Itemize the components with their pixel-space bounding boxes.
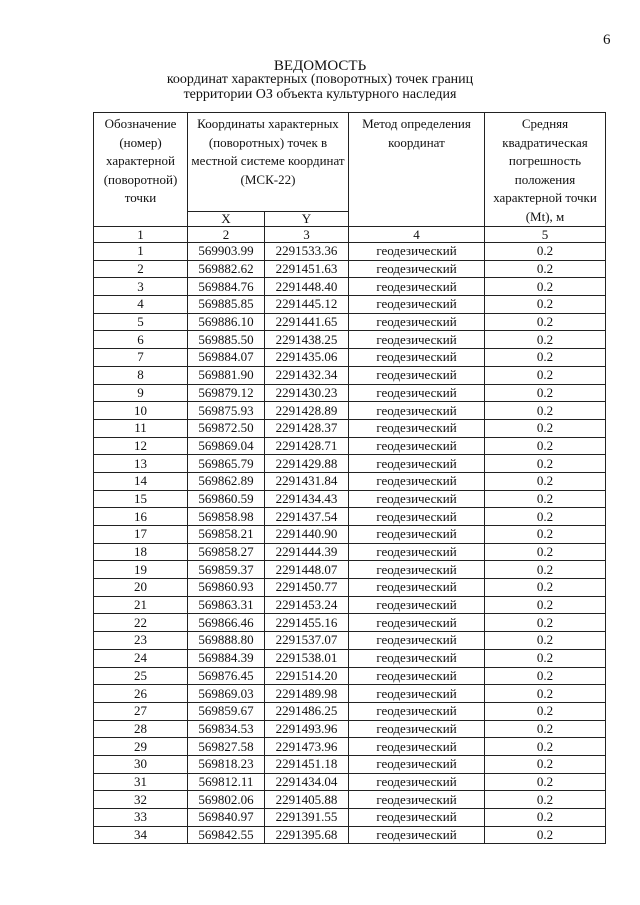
table-row bbox=[94, 419, 606, 437]
point-number-cell: 8 bbox=[94, 366, 188, 384]
table-row bbox=[94, 543, 606, 561]
point-number-cell: 9 bbox=[94, 384, 188, 402]
y-coordinate-cell: 2291437.54 bbox=[265, 508, 349, 526]
method-cell: геодезический bbox=[349, 313, 485, 331]
x-coordinate-cell: 569882.62 bbox=[188, 260, 265, 278]
y-coordinate-cell: 2291440.90 bbox=[265, 526, 349, 544]
x-coordinate-cell: 569863.31 bbox=[188, 596, 265, 614]
point-number-cell: 23 bbox=[94, 632, 188, 650]
table-row bbox=[94, 791, 606, 809]
error-cell: 0.2 bbox=[485, 809, 606, 827]
method-cell: геодезический bbox=[349, 366, 485, 384]
header-point-designation: Обозначение (номер) характерной (поворотной) точки bbox=[94, 113, 188, 227]
table-row bbox=[94, 243, 606, 261]
error-cell: 0.2 bbox=[485, 260, 606, 278]
x-coordinate-cell: 569802.06 bbox=[188, 791, 265, 809]
y-coordinate-cell: 2291451.63 bbox=[265, 260, 349, 278]
error-cell: 0.2 bbox=[485, 419, 606, 437]
y-coordinate-cell: 2291428.89 bbox=[265, 402, 349, 420]
x-coordinate-cell: 569885.85 bbox=[188, 296, 265, 314]
method-cell: геодезический bbox=[349, 773, 485, 791]
y-coordinate-cell: 2291431.84 bbox=[265, 472, 349, 490]
error-cell: 0.2 bbox=[485, 561, 606, 579]
method-cell: геодезический bbox=[349, 260, 485, 278]
table-row bbox=[94, 755, 606, 773]
x-coordinate-cell: 569865.79 bbox=[188, 455, 265, 473]
method-cell: геодезический bbox=[349, 243, 485, 261]
error-cell: 0.2 bbox=[485, 366, 606, 384]
table-row bbox=[94, 366, 606, 384]
method-cell: геодезический bbox=[349, 720, 485, 738]
y-coordinate-cell: 2291473.96 bbox=[265, 738, 349, 756]
method-cell: геодезический bbox=[349, 543, 485, 561]
y-coordinate-cell: 2291537.07 bbox=[265, 632, 349, 650]
error-cell: 0.2 bbox=[485, 791, 606, 809]
point-number-cell: 6 bbox=[94, 331, 188, 349]
y-coordinate-cell: 2291444.39 bbox=[265, 543, 349, 561]
method-cell: геодезический bbox=[349, 632, 485, 650]
x-coordinate-cell: 569859.37 bbox=[188, 561, 265, 579]
point-number-cell: 1 bbox=[94, 243, 188, 261]
point-number-cell: 18 bbox=[94, 543, 188, 561]
method-cell: геодезический bbox=[349, 472, 485, 490]
error-cell: 0.2 bbox=[485, 508, 606, 526]
x-coordinate-cell: 569818.23 bbox=[188, 755, 265, 773]
point-number-cell: 24 bbox=[94, 649, 188, 667]
point-number-cell: 4 bbox=[94, 296, 188, 314]
x-coordinate-cell: 569869.04 bbox=[188, 437, 265, 455]
point-number-cell: 32 bbox=[94, 791, 188, 809]
error-cell: 0.2 bbox=[485, 526, 606, 544]
x-coordinate-cell: 569886.10 bbox=[188, 313, 265, 331]
point-number-cell: 3 bbox=[94, 278, 188, 296]
y-coordinate-cell: 2291450.77 bbox=[265, 579, 349, 597]
error-cell: 0.2 bbox=[485, 826, 606, 844]
table-row bbox=[94, 437, 606, 455]
point-number-cell: 33 bbox=[94, 809, 188, 827]
table-row bbox=[94, 685, 606, 703]
x-coordinate-cell: 569903.99 bbox=[188, 243, 265, 261]
point-number-cell: 14 bbox=[94, 472, 188, 490]
table-row bbox=[94, 809, 606, 827]
x-coordinate-cell: 569842.55 bbox=[188, 826, 265, 844]
point-number-cell: 17 bbox=[94, 526, 188, 544]
y-coordinate-cell: 2291405.88 bbox=[265, 791, 349, 809]
x-coordinate-cell: 569827.58 bbox=[188, 738, 265, 756]
y-coordinate-cell: 2291429.88 bbox=[265, 455, 349, 473]
x-coordinate-cell: 569840.97 bbox=[188, 809, 265, 827]
x-coordinate-cell: 569860.59 bbox=[188, 490, 265, 508]
document-subtitle-line1: координат характерных (поворотных) точек границ bbox=[166, 72, 474, 87]
error-cell: 0.2 bbox=[485, 278, 606, 296]
method-cell: геодезический bbox=[349, 755, 485, 773]
x-coordinate-cell: 569875.93 bbox=[188, 402, 265, 420]
y-coordinate-cell: 2291486.25 bbox=[265, 702, 349, 720]
y-coordinate-cell: 2291448.40 bbox=[265, 278, 349, 296]
error-cell: 0.2 bbox=[485, 649, 606, 667]
error-cell: 0.2 bbox=[485, 579, 606, 597]
y-coordinate-cell: 2291455.16 bbox=[265, 614, 349, 632]
coordinates-table bbox=[93, 112, 606, 844]
table-row bbox=[94, 402, 606, 420]
table-row bbox=[94, 579, 606, 597]
x-coordinate-cell: 569884.76 bbox=[188, 278, 265, 296]
table-row bbox=[94, 313, 606, 331]
y-coordinate-cell: 2291438.25 bbox=[265, 331, 349, 349]
y-coordinate-cell: 2291489.98 bbox=[265, 685, 349, 703]
point-number-cell: 16 bbox=[94, 508, 188, 526]
method-cell: геодезический bbox=[349, 296, 485, 314]
method-cell: геодезический bbox=[349, 490, 485, 508]
method-cell: геодезический bbox=[349, 508, 485, 526]
error-cell: 0.2 bbox=[485, 596, 606, 614]
table-row bbox=[94, 720, 606, 738]
x-coordinate-cell: 569885.50 bbox=[188, 331, 265, 349]
method-cell: геодезический bbox=[349, 419, 485, 437]
y-coordinate-cell: 2291448.07 bbox=[265, 561, 349, 579]
table-row bbox=[94, 296, 606, 314]
point-number-cell: 29 bbox=[94, 738, 188, 756]
point-number-cell: 27 bbox=[94, 702, 188, 720]
method-cell: геодезический bbox=[349, 437, 485, 455]
method-cell: геодезический bbox=[349, 614, 485, 632]
point-number-cell: 2 bbox=[94, 260, 188, 278]
x-coordinate-cell: 569884.07 bbox=[188, 349, 265, 367]
column-number: 4 bbox=[349, 227, 485, 243]
table-row bbox=[94, 667, 606, 685]
error-cell: 0.2 bbox=[485, 402, 606, 420]
point-number-cell: 10 bbox=[94, 402, 188, 420]
y-coordinate-cell: 2291533.36 bbox=[265, 243, 349, 261]
method-cell: геодезический bbox=[349, 791, 485, 809]
y-coordinate-cell: 2291432.34 bbox=[265, 366, 349, 384]
table-row bbox=[94, 596, 606, 614]
header-x: X bbox=[188, 212, 265, 227]
error-cell: 0.2 bbox=[485, 632, 606, 650]
point-number-cell: 12 bbox=[94, 437, 188, 455]
error-cell: 0.2 bbox=[485, 755, 606, 773]
error-cell: 0.2 bbox=[485, 472, 606, 490]
point-number-cell: 22 bbox=[94, 614, 188, 632]
y-coordinate-cell: 2291538.01 bbox=[265, 649, 349, 667]
error-cell: 0.2 bbox=[485, 313, 606, 331]
error-cell: 0.2 bbox=[485, 614, 606, 632]
point-number-cell: 26 bbox=[94, 685, 188, 703]
table-row bbox=[94, 826, 606, 844]
table-row bbox=[94, 278, 606, 296]
y-coordinate-cell: 2291441.65 bbox=[265, 313, 349, 331]
method-cell: геодезический bbox=[349, 738, 485, 756]
header-error: Средняя квадратическая погрешность положения характерной точки (Mt), м bbox=[485, 113, 606, 227]
point-number-cell: 20 bbox=[94, 579, 188, 597]
point-number-cell: 19 bbox=[94, 561, 188, 579]
x-coordinate-cell: 569858.21 bbox=[188, 526, 265, 544]
table-row bbox=[94, 649, 606, 667]
table-row bbox=[94, 384, 606, 402]
y-coordinate-cell: 2291430.23 bbox=[265, 384, 349, 402]
document-title: ВЕДОМОСТЬ bbox=[273, 58, 367, 74]
x-coordinate-cell: 569834.53 bbox=[188, 720, 265, 738]
error-cell: 0.2 bbox=[485, 349, 606, 367]
x-coordinate-cell: 569858.98 bbox=[188, 508, 265, 526]
error-cell: 0.2 bbox=[485, 738, 606, 756]
method-cell: геодезический bbox=[349, 667, 485, 685]
point-number-cell: 5 bbox=[94, 313, 188, 331]
y-coordinate-cell: 2291451.18 bbox=[265, 755, 349, 773]
y-coordinate-cell: 2291434.04 bbox=[265, 773, 349, 791]
table-row bbox=[94, 349, 606, 367]
error-cell: 0.2 bbox=[485, 702, 606, 720]
column-number: 5 bbox=[485, 227, 606, 243]
header-method: Метод определения координат bbox=[349, 113, 485, 227]
y-coordinate-cell: 2291434.43 bbox=[265, 490, 349, 508]
table-row bbox=[94, 260, 606, 278]
x-coordinate-cell: 569888.80 bbox=[188, 632, 265, 650]
document-subtitle-line2: территории ОЗ объекта культурного наследия bbox=[183, 87, 457, 102]
error-cell: 0.2 bbox=[485, 685, 606, 703]
point-number-cell: 30 bbox=[94, 755, 188, 773]
method-cell: геодезический bbox=[349, 561, 485, 579]
page-number: 6 bbox=[603, 32, 611, 48]
x-coordinate-cell: 569858.27 bbox=[188, 543, 265, 561]
column-number-row bbox=[94, 227, 606, 243]
point-number-cell: 31 bbox=[94, 773, 188, 791]
y-coordinate-cell: 2291428.37 bbox=[265, 419, 349, 437]
x-coordinate-cell: 569859.67 bbox=[188, 702, 265, 720]
table-row bbox=[94, 508, 606, 526]
point-number-cell: 15 bbox=[94, 490, 188, 508]
table-row bbox=[94, 773, 606, 791]
x-coordinate-cell: 569872.50 bbox=[188, 419, 265, 437]
table-row bbox=[94, 614, 606, 632]
error-cell: 0.2 bbox=[485, 455, 606, 473]
method-cell: геодезический bbox=[349, 596, 485, 614]
x-coordinate-cell: 569869.03 bbox=[188, 685, 265, 703]
method-cell: геодезический bbox=[349, 809, 485, 827]
header-coordinates: Координаты характерных (поворотных) точек в местной системе координат (МСК-22) bbox=[188, 113, 349, 212]
method-cell: геодезический bbox=[349, 331, 485, 349]
method-cell: геодезический bbox=[349, 579, 485, 597]
x-coordinate-cell: 569881.90 bbox=[188, 366, 265, 384]
x-coordinate-cell: 569860.93 bbox=[188, 579, 265, 597]
x-coordinate-cell: 569876.45 bbox=[188, 667, 265, 685]
table-row bbox=[94, 331, 606, 349]
method-cell: геодезический bbox=[349, 702, 485, 720]
table-row bbox=[94, 472, 606, 490]
method-cell: геодезический bbox=[349, 455, 485, 473]
error-cell: 0.2 bbox=[485, 384, 606, 402]
point-number-cell: 34 bbox=[94, 826, 188, 844]
table-row bbox=[94, 526, 606, 544]
error-cell: 0.2 bbox=[485, 331, 606, 349]
table-body bbox=[94, 243, 606, 844]
error-cell: 0.2 bbox=[485, 437, 606, 455]
y-coordinate-cell: 2291391.55 bbox=[265, 809, 349, 827]
point-number-cell: 25 bbox=[94, 667, 188, 685]
y-coordinate-cell: 2291428.71 bbox=[265, 437, 349, 455]
x-coordinate-cell: 569866.46 bbox=[188, 614, 265, 632]
method-cell: геодезический bbox=[349, 526, 485, 544]
error-cell: 0.2 bbox=[485, 490, 606, 508]
x-coordinate-cell: 569879.12 bbox=[188, 384, 265, 402]
x-coordinate-cell: 569884.39 bbox=[188, 649, 265, 667]
table-row bbox=[94, 490, 606, 508]
method-cell: геодезический bbox=[349, 685, 485, 703]
method-cell: геодезический bbox=[349, 402, 485, 420]
y-coordinate-cell: 2291514.20 bbox=[265, 667, 349, 685]
method-cell: геодезический bbox=[349, 384, 485, 402]
table-row bbox=[94, 702, 606, 720]
header-y: Y bbox=[265, 212, 349, 227]
x-coordinate-cell: 569812.11 bbox=[188, 773, 265, 791]
method-cell: геодезический bbox=[349, 826, 485, 844]
table-row bbox=[94, 561, 606, 579]
y-coordinate-cell: 2291493.96 bbox=[265, 720, 349, 738]
method-cell: геодезический bbox=[349, 349, 485, 367]
column-number: 2 bbox=[188, 227, 265, 243]
error-cell: 0.2 bbox=[485, 543, 606, 561]
error-cell: 0.2 bbox=[485, 243, 606, 261]
column-number: 3 bbox=[265, 227, 349, 243]
error-cell: 0.2 bbox=[485, 773, 606, 791]
y-coordinate-cell: 2291445.12 bbox=[265, 296, 349, 314]
table-row bbox=[94, 738, 606, 756]
table-row bbox=[94, 632, 606, 650]
point-number-cell: 11 bbox=[94, 419, 188, 437]
y-coordinate-cell: 2291435.06 bbox=[265, 349, 349, 367]
error-cell: 0.2 bbox=[485, 667, 606, 685]
error-cell: 0.2 bbox=[485, 720, 606, 738]
point-number-cell: 21 bbox=[94, 596, 188, 614]
error-cell: 0.2 bbox=[485, 296, 606, 314]
point-number-cell: 28 bbox=[94, 720, 188, 738]
point-number-cell: 7 bbox=[94, 349, 188, 367]
y-coordinate-cell: 2291453.24 bbox=[265, 596, 349, 614]
column-number: 1 bbox=[94, 227, 188, 243]
y-coordinate-cell: 2291395.68 bbox=[265, 826, 349, 844]
method-cell: геодезический bbox=[349, 649, 485, 667]
point-number-cell: 13 bbox=[94, 455, 188, 473]
method-cell: геодезический bbox=[349, 278, 485, 296]
x-coordinate-cell: 569862.89 bbox=[188, 472, 265, 490]
table-row bbox=[94, 455, 606, 473]
